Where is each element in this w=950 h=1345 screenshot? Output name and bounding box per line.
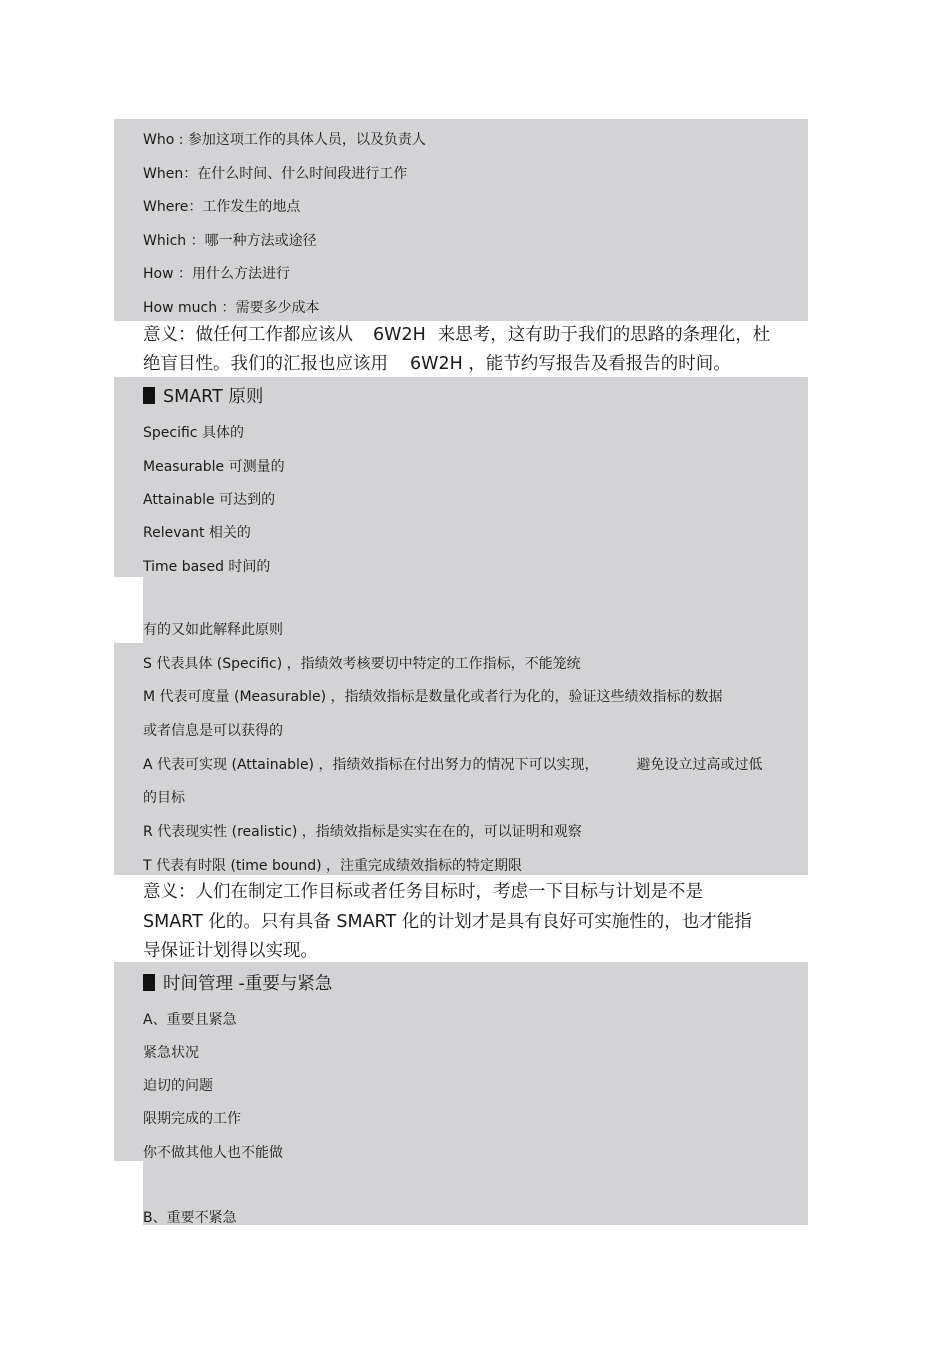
meaning-6w2h-line2-b: 6W2H ，能节约写报告及看报告的时间。 <box>410 354 731 374</box>
quadrant-a-item: 迫切的问题 <box>143 1078 213 1094</box>
meaning-6w2h-line1 <box>143 323 770 347</box>
smart-attainable: Attainable 可达到的 <box>143 492 276 508</box>
where-line: Where：工作发生的地点 <box>143 199 301 215</box>
smart-a-line1-a: A 代表可实现 (Attainable) ，指绩效指标在付出努力的情况下可以实现， <box>143 757 599 773</box>
smart-t-line: T 代表有时限 (time bound) ，注重完成绩效指标的特定期限 <box>143 858 522 874</box>
smart-s-line: S 代表具体 (Specific) ，指绩效考核要切中特定的工作指标，不能笼统 <box>143 656 581 672</box>
quadrant-b-label: B、重要不紧急 <box>143 1210 237 1226</box>
meaning-6w2h-line1-c: 来思考，这有助于我们的思路的条理化，杜 <box>437 325 771 345</box>
smart-r-line: R 代表现实性 (realistic) ，指绩效指标是实实在在的，可以证明和观察 <box>143 824 582 840</box>
quadrant-a-label: A、重要且紧急 <box>143 1012 237 1028</box>
who-line: Who : 参加这项工作的具体人员，以及负责人 <box>143 132 426 148</box>
which-line: Which ：哪一种方法或途径 <box>143 233 317 249</box>
smart-measurable: Measurable 可测量的 <box>143 459 285 475</box>
quadrant-a-item: 限期完成的工作 <box>143 1111 241 1127</box>
smart-meaning-line1: 意义：人们在制定工作目标或者任务目标时，考虑一下目标与计划是不是 <box>143 882 703 902</box>
smart-specific: Specific 具体的 <box>143 425 244 441</box>
smart-meaning-line2: SMART 化的。只有具备 SMART 化的计划才是具有良好可实施性的，也才能指 <box>143 912 752 932</box>
smart-time-based: Time based 时间的 <box>143 559 271 575</box>
heading-bullet-icon <box>143 974 155 991</box>
smart-a-line2: 的目标 <box>143 790 185 806</box>
heading-bullet-icon <box>143 387 155 404</box>
meaning-6w2h-line2-a: 绝盲目性。我们的汇报也应该用 <box>143 354 388 374</box>
time-mgmt-heading <box>143 972 332 996</box>
smart-m-line1: M 代表可度量 (Measurable) ，指绩效指标是数量化或者行为化的，验证这些绩效指标的数据 <box>143 689 723 705</box>
smart-a-line1 <box>143 755 762 775</box>
time-mgmt-heading-text: 时间管理 -重要与紧急 <box>163 974 333 994</box>
smart-a-line1-b: 避免设立过高或过低 <box>636 757 763 773</box>
meaning-6w2h-line1-a: 意义：做任何工作都应该从 <box>143 325 353 345</box>
smart-intro: 有的又如此解释此原则 <box>143 622 283 638</box>
shaded-region-6 <box>143 1161 808 1225</box>
meaning-6w2h-term: 6W2H <box>373 325 426 345</box>
when-line: When：在什么时间、什么时间段进行工作 <box>143 166 408 182</box>
smart-meaning-line3: 导保证计划得以实现。 <box>143 941 318 961</box>
quadrant-a-item: 你不做其他人也不能做 <box>143 1145 283 1161</box>
how-much-line: How much ：需要多少成本 <box>143 300 320 316</box>
smart-heading <box>143 385 263 409</box>
how-line: How ：用什么方法进行 <box>143 266 290 282</box>
smart-m-line2: 或者信息是可以获得的 <box>143 723 283 739</box>
quadrant-a-item: 紧急状况 <box>143 1045 199 1061</box>
meaning-6w2h-line2 <box>143 352 731 376</box>
smart-relevant: Relevant 相关的 <box>143 525 251 541</box>
smart-heading-text: SMART 原则 <box>163 387 264 407</box>
